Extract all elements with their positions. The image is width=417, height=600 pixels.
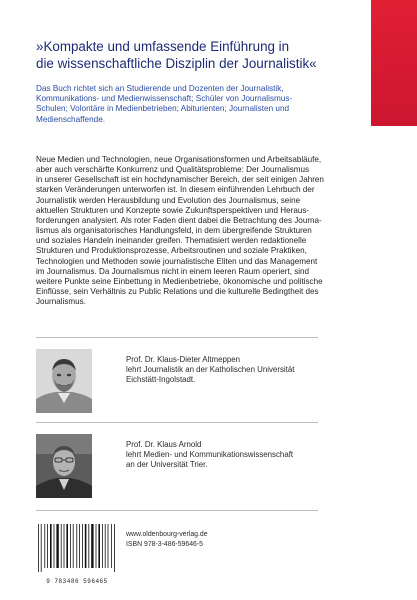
body-line: Journalistik werden Herausbildung und Evolution des Journalismus, seine	[36, 195, 301, 205]
target-audience	[36, 84, 356, 125]
body-line: lismus als organisatorisches Handlungsfeld, in dem übergreifende Strukturen	[36, 226, 312, 236]
barcode-bar	[61, 524, 62, 568]
barcode-bar	[85, 524, 87, 568]
body-line: Technologien und Methoden sowie journalistische Eliten und das Management	[36, 256, 318, 266]
barcode-number: 9 783486 596465	[46, 578, 108, 585]
author-bio-line: lehrt Medien- und Kommunikationswissenschaft	[126, 450, 294, 459]
publisher-info	[126, 530, 208, 550]
author-bio-arnold	[126, 440, 386, 470]
barcode-bar	[82, 524, 83, 568]
portrait-image	[36, 349, 92, 413]
author-bio-line: Eichstätt-Ingolstadt.	[126, 375, 196, 384]
body-line: im Journalismus. Da Journalismus nicht in einem leeren Raum operiert, sind	[36, 266, 310, 276]
isbn-barcode	[36, 524, 118, 585]
audience-line: Medienschaffende.	[36, 114, 106, 124]
barcode-bar	[41, 524, 42, 572]
body-line: Einflüsse, sein Verhältnis zu Public Relations und die kulturelle Bedingtheit des	[36, 287, 319, 297]
description-body	[36, 155, 368, 307]
barcode-bar	[96, 524, 97, 568]
barcode-bar	[56, 524, 58, 568]
author-bio-line: lehrt Journalistik an der Katholischen Universität	[126, 365, 295, 374]
barcode-bar	[108, 524, 109, 568]
barcode-bar	[64, 524, 65, 568]
barcode-bar	[111, 524, 112, 568]
body-line: Strukturen und Produktionsprozesse, Arbeitsroutinen und soziale Praktiken,	[36, 246, 307, 256]
barcode-bar	[44, 524, 45, 568]
barcode-bar	[114, 524, 115, 572]
audience-line: Schulen; Volontäre in Medienbetrieben; Abiturienten; Journalisten und	[36, 104, 290, 114]
audience-line: Kommunikations- und Medienwissenschaft; Schüler von Journalismus-	[36, 94, 293, 104]
barcode-bar	[73, 524, 74, 568]
isbn-number: ISBN 978-3-486-59646-5	[126, 541, 203, 548]
headline-line: »Kompakte und umfassende Einführung in	[36, 39, 290, 54]
body-line: forderungen analysiert. Als roter Faden dient dabei die Betrachtung des Journa-	[36, 215, 322, 225]
accent-stripe	[371, 0, 417, 126]
body-line: Neue Medien und Technologien, neue Organisationsformen und Arbeitsabläufe,	[36, 155, 322, 164]
body-line: starken Veränderungen unterworfen ist. In diesem einführenden Lehrbuch der	[36, 185, 315, 195]
barcode-bar	[50, 524, 52, 568]
headline-quote	[36, 38, 356, 72]
barcode-bar	[102, 524, 103, 568]
barcode-bar	[38, 524, 39, 572]
author-name: Prof. Dr. Klaus Arnold	[126, 440, 202, 449]
barcode-bar	[47, 524, 48, 568]
body-line: in unserer Gesellschaft ist ein hochdynamischer Bereich, der seit einigen Jahren	[36, 175, 324, 185]
author-photo-arnold	[36, 434, 92, 498]
body-line: aber auch verschärfte Konkurrenz und Qualitätsprobleme: Der Journalismus	[36, 165, 310, 175]
barcode-bar	[91, 524, 93, 568]
barcode-bar	[76, 524, 77, 568]
author-photo-altmeppen	[36, 349, 92, 413]
author-bio-altmeppen	[126, 355, 386, 385]
barcode-bar	[98, 524, 100, 568]
barcode-bar	[66, 524, 68, 568]
body-line: und soziales Handeln ineinander greifen. Thematisiert werden redaktionelle	[36, 236, 307, 246]
body-line: weitere Punkte seine Einbettung in Medienbetriebe, ökonomische und politische	[36, 276, 323, 286]
barcode-bar	[105, 524, 106, 568]
headline-line: die wissenschaftliche Disziplin der Journalistik«	[36, 56, 317, 71]
barcode-bar	[79, 524, 80, 568]
body-line: Journalismus.	[36, 297, 86, 307]
barcode-bar	[88, 524, 89, 568]
divider	[36, 510, 318, 511]
barcode-bars	[36, 524, 118, 572]
author-bio-line: an der Universität Trier.	[126, 460, 208, 469]
divider	[36, 422, 318, 423]
audience-line: Das Buch richtet sich an Studierende und Dozenten der Journalistik,	[36, 84, 284, 93]
barcode-bar	[54, 524, 55, 568]
divider	[36, 337, 318, 338]
body-line: aktuellen Strukturen und Konzepte sowie Zukunftsperspektiven und Heraus-	[36, 205, 310, 215]
publisher-url: www.oldenbourg-verlag.de	[126, 531, 208, 538]
author-name: Prof. Dr. Klaus-Dieter Altmeppen	[126, 355, 241, 364]
portrait-image	[36, 434, 92, 498]
barcode-bar	[70, 524, 71, 568]
